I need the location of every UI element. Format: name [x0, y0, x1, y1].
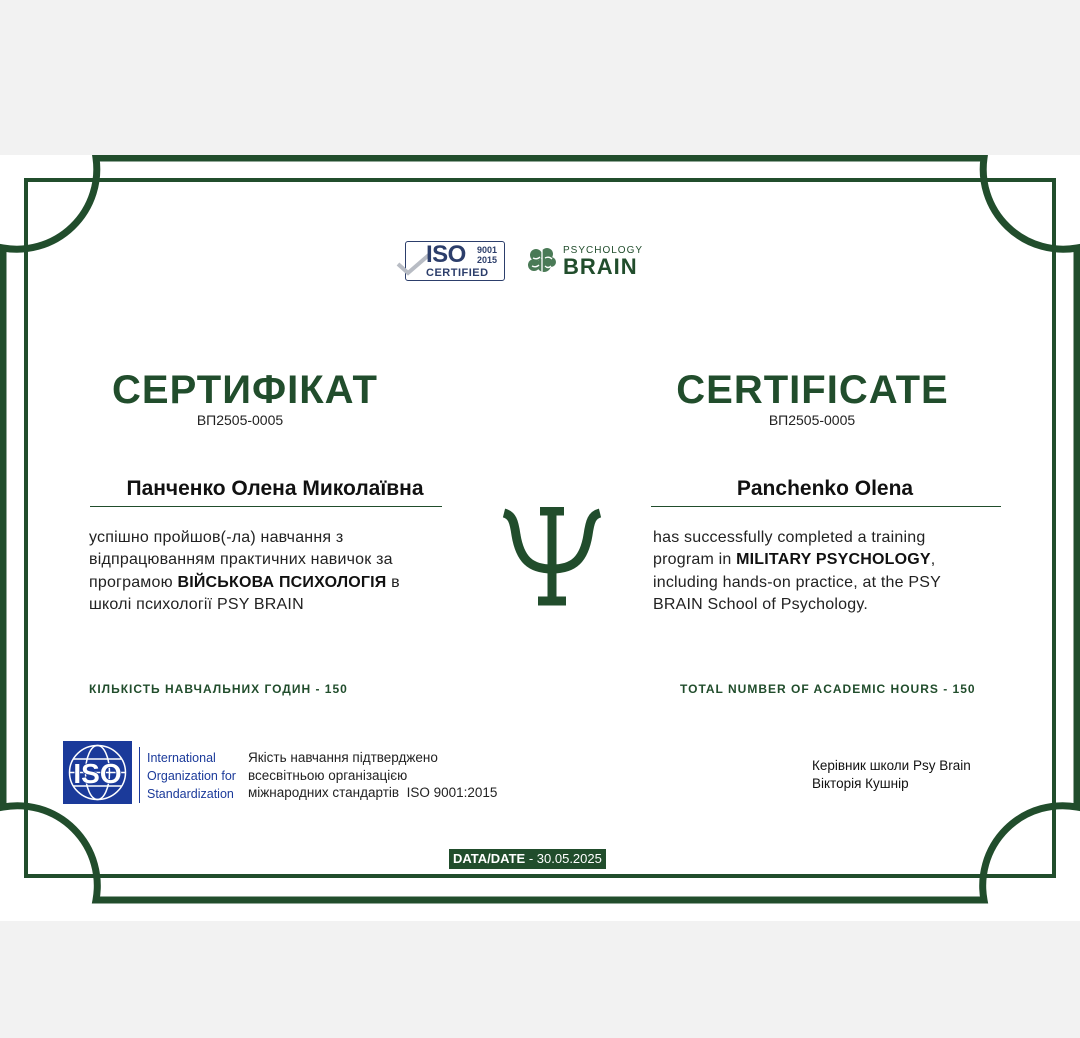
date-label: DATA/DATE: [453, 851, 526, 866]
date-badge: [449, 849, 606, 869]
iso-badge-standard-bottom: 2015: [477, 255, 498, 265]
description-ua-line1: успішно пройшов(-ла) навчання з: [89, 529, 344, 546]
quality-line2: всесвітньою організацією: [248, 767, 408, 783]
signer-block: [812, 757, 971, 792]
iso-org-divider: [139, 747, 140, 803]
psi-symbol-icon: [500, 507, 604, 607]
signer-role: Керівник школи Psy Brain: [812, 758, 971, 773]
certificate-title-ua: СЕРТИФІКАТ: [112, 368, 378, 412]
description-ua-line3-post: в: [386, 573, 400, 591]
quality-line3: міжнародних стандартів ISO 9001:2015: [248, 785, 498, 800]
signer-name: Вікторія Кушнір: [812, 775, 909, 791]
name-underline-en: [651, 506, 1001, 507]
iso-badge-standard-top: 9001: [477, 245, 498, 255]
description-ua: [89, 527, 449, 616]
hours-en: TOTAL NUMBER OF ACADEMIC HOURS - 150: [680, 682, 976, 696]
description-en-line2-pre: program in: [653, 551, 737, 569]
iso-organization-name: [147, 749, 236, 803]
iso-badge-title: ISO: [426, 241, 466, 268]
brand-name: BRAIN: [563, 254, 638, 279]
certificate-number-ua: ВП2505-0005: [196, 412, 284, 428]
description-en-line3: including hands-on practice, at the PSY: [653, 573, 941, 591]
name-underline-ua: [90, 506, 442, 507]
iso-org-line2: Organization for: [147, 769, 236, 783]
globe-icon: [63, 741, 132, 804]
description-en-line1: has successfully completed a training: [653, 529, 926, 546]
certificate-number-en: ВП2505-0005: [768, 412, 856, 428]
quality-line1: Якість навчання підтверджено: [248, 750, 438, 765]
description-ua-line2: відпрацюванням практичних навичок за: [89, 551, 393, 569]
iso-badge-certified: CERTIFIED: [426, 267, 489, 279]
certificate-sheet: [0, 155, 1080, 921]
description-en-line2-post: ,: [930, 551, 936, 569]
description-ua-line4: школі психології PSY BRAIN: [89, 595, 304, 613]
recipient-name-ua: Панченко Олена Миколаївна: [126, 477, 424, 500]
description-en-line4: BRAIN School of Psychology.: [653, 595, 868, 613]
course-name-ua: ВІЙСЬКОВА ПСИХОЛОГІЯ: [177, 573, 387, 591]
iso-certified-badge: [405, 241, 505, 281]
description-en: [653, 527, 1013, 616]
brain-icon: [527, 246, 557, 276]
iso-organization-logo: [63, 741, 132, 804]
iso-badge-standard: [477, 245, 497, 265]
date-value: 30.05.2025: [536, 851, 602, 866]
hours-ua: КІЛЬКІСТЬ НАВЧАЛЬНИХ ГОДИН - 150: [89, 682, 348, 696]
course-name-en: MILITARY PSYCHOLOGY: [736, 551, 931, 569]
date-separator: -: [525, 851, 537, 866]
quality-statement: [248, 749, 497, 802]
certificate-title-en: CERTIFICATE: [676, 368, 949, 412]
description-ua-line3-pre: програмою: [89, 573, 178, 591]
recipient-name-en: Panchenko Olena: [736, 477, 914, 500]
iso-org-line3: Standardization: [147, 787, 234, 801]
iso-org-mark: ISO: [73, 758, 122, 789]
brand-tagline: PSYCHOLOGY: [563, 245, 644, 256]
iso-org-line1: International: [147, 751, 216, 765]
